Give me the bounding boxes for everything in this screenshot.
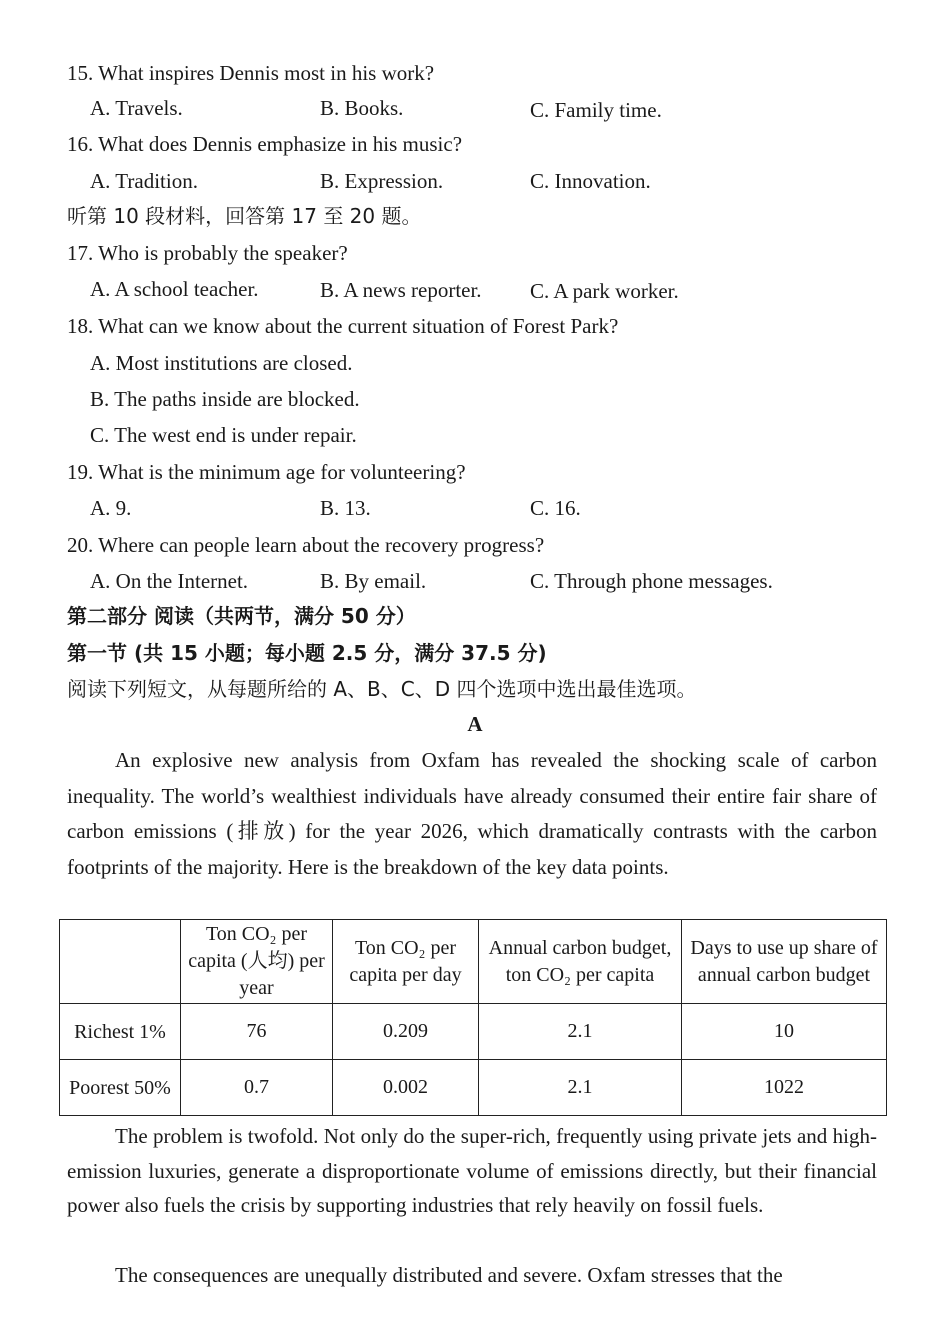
question-15-option-b: B. Books. [320,96,404,120]
table-cell: 10 [682,1004,887,1060]
table-row [60,1060,887,1116]
question-19-stem: 19. What is the minimum age for volunteering? [67,460,466,484]
question-18-option-c: C. The west end is under repair. [90,423,357,447]
table-cell: 0.7 [181,1060,333,1116]
question-16-option-c: C. Innovation. [530,169,651,193]
question-20-option-c: C. Through phone messages. [530,569,773,593]
question-19-option-a: A. 9. [90,496,132,520]
listening-instruction: 听第 10 段材料，回答第 17 至 20 题。 [67,204,422,228]
table-cell: 0.209 [333,1004,479,1060]
table-row [60,1004,887,1060]
carbon-data-table [59,919,887,1116]
table-header-row [60,920,887,1004]
table-header-annual-budget: Annual carbon budget, ton CO₂ per capita [479,920,682,1004]
reading-instruction: 阅读下列短文，从每题所给的 A、B、C、D 四个选项中选出最佳选项。 [67,677,697,701]
question-17-option-b: B. A news reporter. [320,278,482,302]
question-18-stem: 18. What can we know about the current situation of Forest Park? [67,314,619,338]
question-17-option-a: A. A school teacher. [90,277,259,301]
row-label-poorest: Poorest 50% [60,1060,181,1116]
section1-title: 第一节 (共 15 小题；每小题 2.5 分，满分 37.5 分) [67,641,547,665]
table-header-days-to-use: Days to use up share of annual carbon budget [682,920,887,1004]
table-cell: 2.1 [479,1004,682,1060]
question-16-option-b: B. Expression. [320,169,444,193]
table-header-per-day: Ton CO₂ per capita per day [333,920,479,1004]
question-18-option-b: B. The paths inside are blocked. [90,387,360,411]
table-cell: 0.002 [333,1060,479,1116]
question-15-option-c: C. Family time. [530,98,662,122]
question-18-option-a: A. Most institutions are closed. [90,351,353,375]
question-20-option-a: A. On the Internet. [90,569,249,593]
question-16-stem: 16. What does Dennis emphasize in his music? [67,132,463,156]
passage-paragraph-1: An explosive new analysis from Oxfam has revealed the shocking scale of carbon inequality. The world’s wealthiest individuals have already consumed their entire fair share of carbon emissions (排放) for the year 2026, which dramatically contrasts with the carbon footprints of the majority. Here is the breakdown of the key data points. [67,748,877,879]
question-17-stem: 17. Who is probably the speaker? [67,241,348,265]
question-17-option-c: C. A park worker. [530,279,679,303]
passage-letter: A [467,712,483,736]
part2-title: 第二部分 阅读（共两节，满分 50 分） [67,604,416,628]
table-cell: 76 [181,1004,333,1060]
question-15-stem: 15. What inspires Dennis most in his work? [67,61,435,85]
question-19-option-c: C. 16. [530,496,581,520]
table-header-per-year: Ton CO₂ per capita (人均) per year [181,920,333,1004]
table-cell: 2.1 [479,1060,682,1116]
passage-paragraph-2: The problem is twofold. Not only do the super-rich, frequently using private jets and high-emission luxuries, generate a disproportionate volume of emissions directly, but their financial power also fuels the crisis by supporting industries that rely heavily on fossil fuels. [67,1124,877,1217]
question-19-option-b: B. 13. [320,496,371,520]
table-header-empty [60,920,181,1004]
question-20-stem: 20. Where can people learn about the recovery progress? [67,533,545,557]
question-16-option-a: A. Tradition. [90,169,198,193]
question-15-option-a: A. Travels. [90,96,183,120]
question-20-option-b: B. By email. [320,569,427,593]
table-cell: 1022 [682,1060,887,1116]
passage-paragraph-3: The consequences are unequally distributed and severe. Oxfam stresses that the [115,1263,783,1287]
row-label-richest: Richest 1% [60,1004,181,1060]
